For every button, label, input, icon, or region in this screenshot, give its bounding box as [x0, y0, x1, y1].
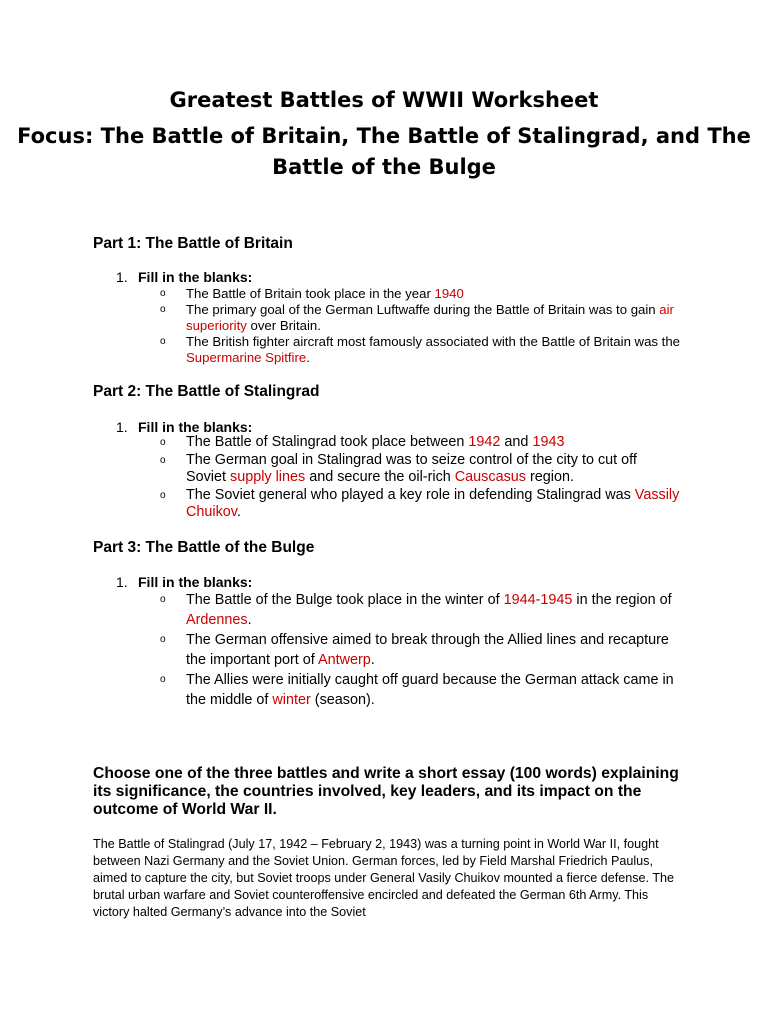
- answer-text: Supermarine Spitfire: [186, 350, 307, 365]
- part-2-heading: Part 2: The Battle of Stalingrad: [93, 383, 320, 400]
- part-1-heading: Part 1: The Battle of Britain: [93, 235, 293, 252]
- list-number: 1.: [116, 419, 128, 435]
- focus-subtitle: Focus: The Battle of Britain, The Battle of Stalingrad, and The Battle of the Bulge: [17, 124, 751, 179]
- page-title: Greatest Battles of WWII Worksheet: [169, 88, 599, 112]
- answer-text: 1943: [532, 434, 565, 450]
- list-number: 1.: [116, 574, 128, 590]
- list-item: o The German goal in Stalingrad was to seize control of the city to cut off Soviet supply lines and secure the oil-rich Causcasus region.: [160, 451, 637, 485]
- answer-text: Ardennes: [186, 612, 248, 628]
- bullet-icon: o: [160, 634, 166, 645]
- list-item: o The Battle of the Bulge took place in the winter of 1944-1945 in the region of Ardennes.: [160, 592, 672, 628]
- part-1-fill-label: [116, 268, 252, 286]
- answer-text: Antwerp: [318, 652, 371, 668]
- bullet-icon: o: [160, 336, 166, 347]
- answer-text: 1940: [434, 286, 464, 301]
- part-2-items: [160, 434, 680, 522]
- list-item: o The British fighter aircraft most famously associated with the Battle of Britain was the Supermarine Spitfire.: [160, 334, 681, 365]
- part-3-fill-label: [116, 573, 252, 591]
- answer-text: 1942: [468, 434, 501, 450]
- list-item: o The Soviet general who played a key role in defending Stalingrad was Vassily Chuikov.: [160, 486, 680, 520]
- fill-label-text: Fill in the blanks:: [138, 419, 253, 435]
- answer-text: supply lines: [230, 469, 306, 485]
- list-item: o The Battle of Stalingrad took place between 1942 and 1943: [160, 434, 565, 450]
- list-item: o The Allies were initially caught off guard because the German attack came in the middle of winter (season).: [160, 672, 674, 708]
- bullet-icon: o: [160, 594, 166, 605]
- part-3-heading: Part 3: The Battle of the Bulge: [93, 539, 315, 556]
- list-number: 1.: [116, 269, 128, 285]
- essay-prompt: Choose one of the three battles and write a short essay (100 words) explaining its significance, the countries involved, key leaders, and its impact on the outcome of World War II.: [93, 765, 679, 818]
- answer-text: Causcasus: [454, 469, 526, 485]
- bullet-icon: o: [160, 304, 166, 315]
- bullet-icon: o: [160, 288, 166, 299]
- fill-label-text: Fill in the blanks:: [138, 574, 253, 590]
- part-3-items: [160, 590, 680, 710]
- essay-body: The Battle of Stalingrad (July 17, 1942 – February 2, 1943) was a turning point in World War II, fought between Nazi Germany and the Soviet Union. German forces, led by Field Marshal Friedrich Paulus, aimed to capture the city, but Soviet troops under General Vasily Chuikov mounted a fierce defense. The brutal urban warfare and Soviet counteroffensive encircled and defeated the German 6th Army. This victory halted Germany’s advance into the Soviet: [93, 837, 675, 919]
- bullet-icon: o: [160, 674, 166, 685]
- list-item: o The Battle of Britain took place in the year 1940: [160, 286, 464, 301]
- bullet-icon: o: [160, 454, 166, 466]
- list-item: o The German offensive aimed to break through the Allied lines and recapture the important port of Antwerp.: [160, 632, 669, 668]
- answer-text: Vassily Chuikov: [186, 486, 680, 520]
- bullet-icon: o: [160, 437, 166, 448]
- bullet-icon: o: [160, 489, 166, 501]
- answer-text: air superiority: [186, 302, 674, 333]
- list-item: o The primary goal of the German Luftwaffe during the Battle of Britain was to gain air superiority over Britain.: [160, 302, 674, 333]
- answer-text: 1944-1945: [503, 592, 573, 608]
- fill-label-text: Fill in the blanks:: [138, 269, 253, 285]
- part-1-items: [160, 286, 680, 366]
- answer-text: winter: [272, 692, 311, 708]
